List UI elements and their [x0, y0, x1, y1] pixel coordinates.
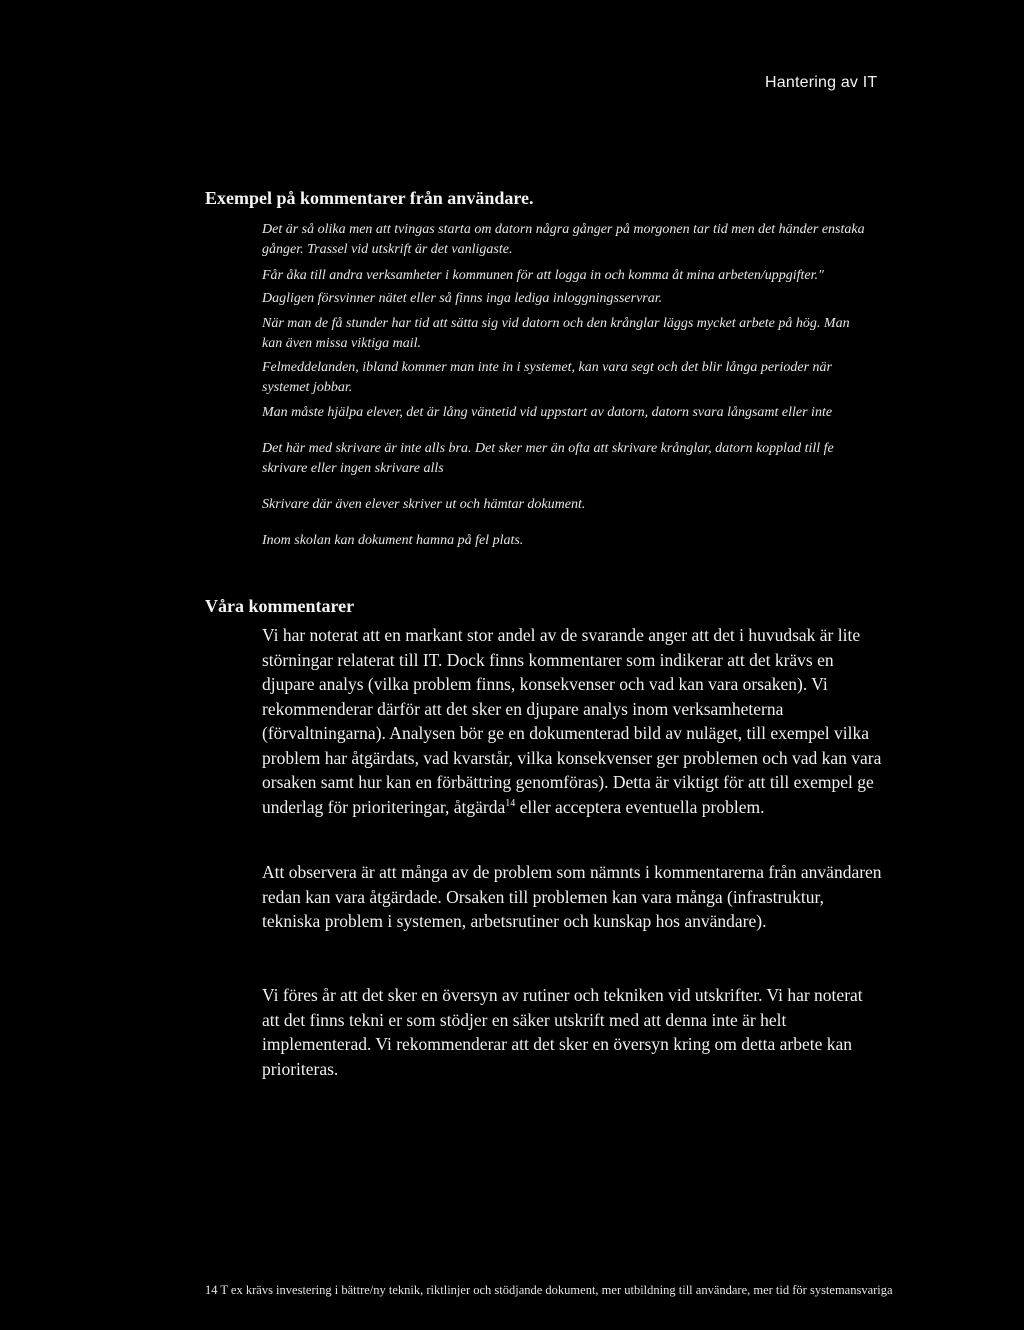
- footnote-reference[interactable]: 14: [505, 797, 516, 809]
- body-paragraph: Vi föres år att det sker en översyn av rutiner och tekniken vid utskrifter. Vi har noterat att det finns tekni er som stödjer en säker utskrift med att denna inte är helt implementerad. Vi rekommenderar att det sker en översyn kring om detta arbete kan prioriteras.: [262, 985, 863, 1079]
- user-quote: Man måste hjälpa elever, det är lång väntetid vid uppstart av datorn, datorn svara långsamt eller inte: [262, 405, 833, 420]
- section-title-user-comments: Exempel på kommentarer från användare.: [205, 188, 534, 208]
- paragraph-text: eller acceptera eventuella problem.: [515, 796, 765, 817]
- user-quote: Får åka till andra verksamheter i kommunen för att logga in och komma åt mina arbeten/uppgifter.": [262, 268, 824, 283]
- user-quote: När man de få stunder har tid att sätta sig vid datorn och den krånglar läggs mycket arbete på hög. Man kan även missa viktiga mail.: [262, 316, 850, 351]
- user-quote: Dagligen försvinner nätet eller så finns inga lediga inloggningsservrar.: [262, 291, 663, 306]
- user-quote: Felmeddelanden, ibland kommer man inte in i systemet, kan vara segt och det blir långa perioder när systemet jobbar.: [262, 360, 833, 395]
- body-paragraph: Att observera är att många av de problem som nämnts i kommentarerna från användaren redan kan vara åtgärdade. Orsaken till problemen kan vara många (infrastruktur, tekniska problem i systemen, arbetsrutiner och kunskap hos användare).: [262, 862, 882, 931]
- footnote-text: T ex krävs investering i bättre/ny teknik, riktlinjer och stödjande dokument, mer utbildning till användare, mer tid för systemansvariga: [217, 1283, 893, 1297]
- footnote-number: 14: [205, 1283, 218, 1297]
- user-quote: Det är så olika men att tvingas starta om datorn några gånger på morgonen tar tid men det händer enstaka gånger. Trassel vid utskrift är det vanligaste.: [262, 222, 865, 257]
- body-paragraph: [262, 623, 882, 819]
- running-header: Hantering av IT: [765, 74, 878, 91]
- section-title-our-comments: Våra kommentarer: [205, 596, 355, 616]
- user-quote: Det här med skrivare är inte alls bra. Det sker mer än ofta att skrivare krånglar, datorn kopplad till fe skrivare eller ingen skrivare alls: [262, 441, 834, 476]
- footnote: [205, 1281, 895, 1299]
- paragraph-text: Vi har noterat att en markant stor andel av de svarande anger att det i huvudsak är lite störningar relaterat till IT. Dock finns kommentarer som indikerar att det krävs en djupare analys (vilka problem finns, konsekvenser och vad kan vara orsaken). Vi rekommenderar därför att det sker en djupare analys inom verksamheterna (förvaltningarna). Analysen bör ge en dokumenterad bild av nuläget, till exempel vilka problem har åtgärdats, vad kvarstår, vilka konsekvenser ger problemen och vad kan vara orsaken samt hur kan en förbättring genomföras). Detta är viktigt för att till exempel ge underlag för prioriteringar, åtgärda: [262, 625, 882, 817]
- user-quote: Inom skolan kan dokument hamna på fel plats.: [262, 533, 524, 548]
- user-quotes-list: [262, 220, 872, 551]
- user-quote: Skrivare där även elever skriver ut och hämtar dokument.: [262, 497, 586, 512]
